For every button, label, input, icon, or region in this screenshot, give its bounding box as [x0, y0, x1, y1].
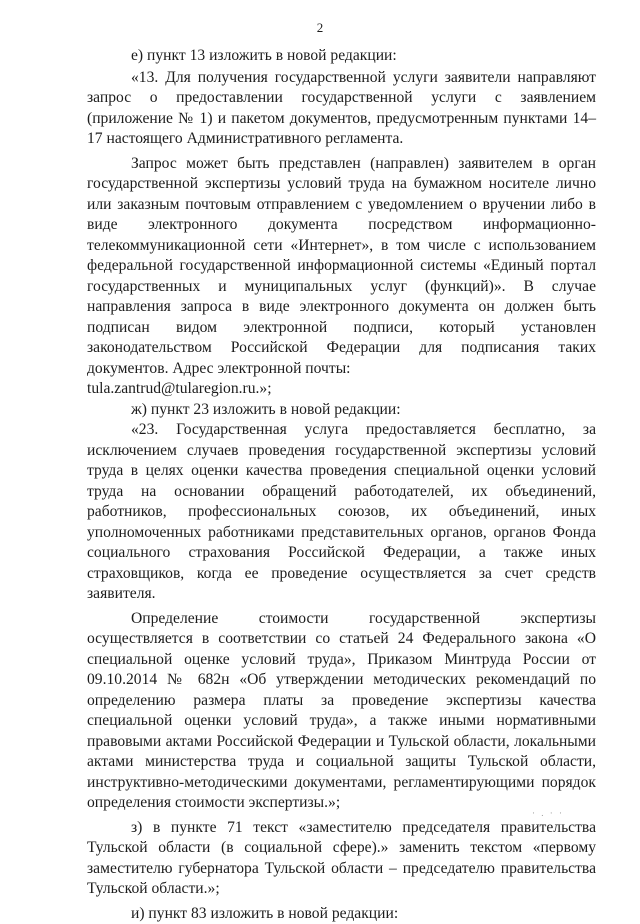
item-i-paragraph: и) пункт 83 изложить в новой редакции:: [87, 904, 596, 924]
point-23-text: «23. Государственная услуга предоставляется бесплатно, за исключением случаев проведения государственной экспертизы условий труда в целях оценки качества проведения специальной оценки условий труда на основании обращений работодателей, их объединений, работников, профессиональных союзов, их объединений, иных уполномоченных работниками представительных органов, органов Фонда социального страхования Российской Федерации, а также иных страховщиков, когда ее проведение осуществляется за счет средств заявителя.: [87, 420, 596, 605]
item-e-paragraph: е) пункт 13 изложить в новой редакции:: [87, 46, 596, 67]
request-submission-paragraph: Запрос может быть представлен (направлен) заявителем в орган государственной экспертизы условий труда на бумажном носителе лично или заказным почтовым отправлением с уведомлением о вручении либо в виде электронного документа посредством информационно-телекоммуникационной сети «Интернет», в том числе с использованием федеральной государственной информационной системы «Единый портал государственных и муниципальных услуг (функций)». В случае направления запроса в виде электронного документа он должен быть подписан видом электронной подписи, который установлен законодательством Российской Федерации для подписания таких документов. Адрес электронной почты:: [87, 154, 596, 380]
page-number: 2: [0, 20, 640, 36]
item-zh-paragraph: ж) пункт 23 изложить в новой редакции:: [87, 400, 596, 421]
item-z-paragraph: з) в пункте 71 текст «заместителю председателя правительства Тульской области (в социальной сфере).» заменить текстом «первому заместителю губернатора Тульской области – председателю правительства Тульской области.»;: [87, 818, 596, 900]
cost-determination-paragraph: Определение стоимости государственной экспертизы осуществляется в соответствии со статьей 24 Федерального закона «О специальной оценке условий труда», Приказом Минтруда России от 09.10.2014 № 682н «Об утверждении методических рекомендаций по определению размера платы за проведение экспертизы качества специальной оценки условий труда», а также иными нормативными правовыми актами Российской Федерации и Тульской области, локальными актами министерства труда и социальной защиты Тульской области, инструктивно-методическими документами, регламентирующими порядок определения стоимости экспертизы.»;: [87, 609, 596, 814]
point-13-text: «13. Для получения государственной услуги заявители направляют запрос о предоставлении государственной услуги с заявлением (приложение № 1) и пакетом документов, предусмотренным пунктами 14–17 настоящего Административного регламента.: [87, 68, 596, 150]
scan-artifact: · . · ·: [532, 808, 564, 818]
email-address: tula.zantrud@tularegion.ru.»;: [87, 379, 596, 400]
document-body: [87, 46, 596, 924]
